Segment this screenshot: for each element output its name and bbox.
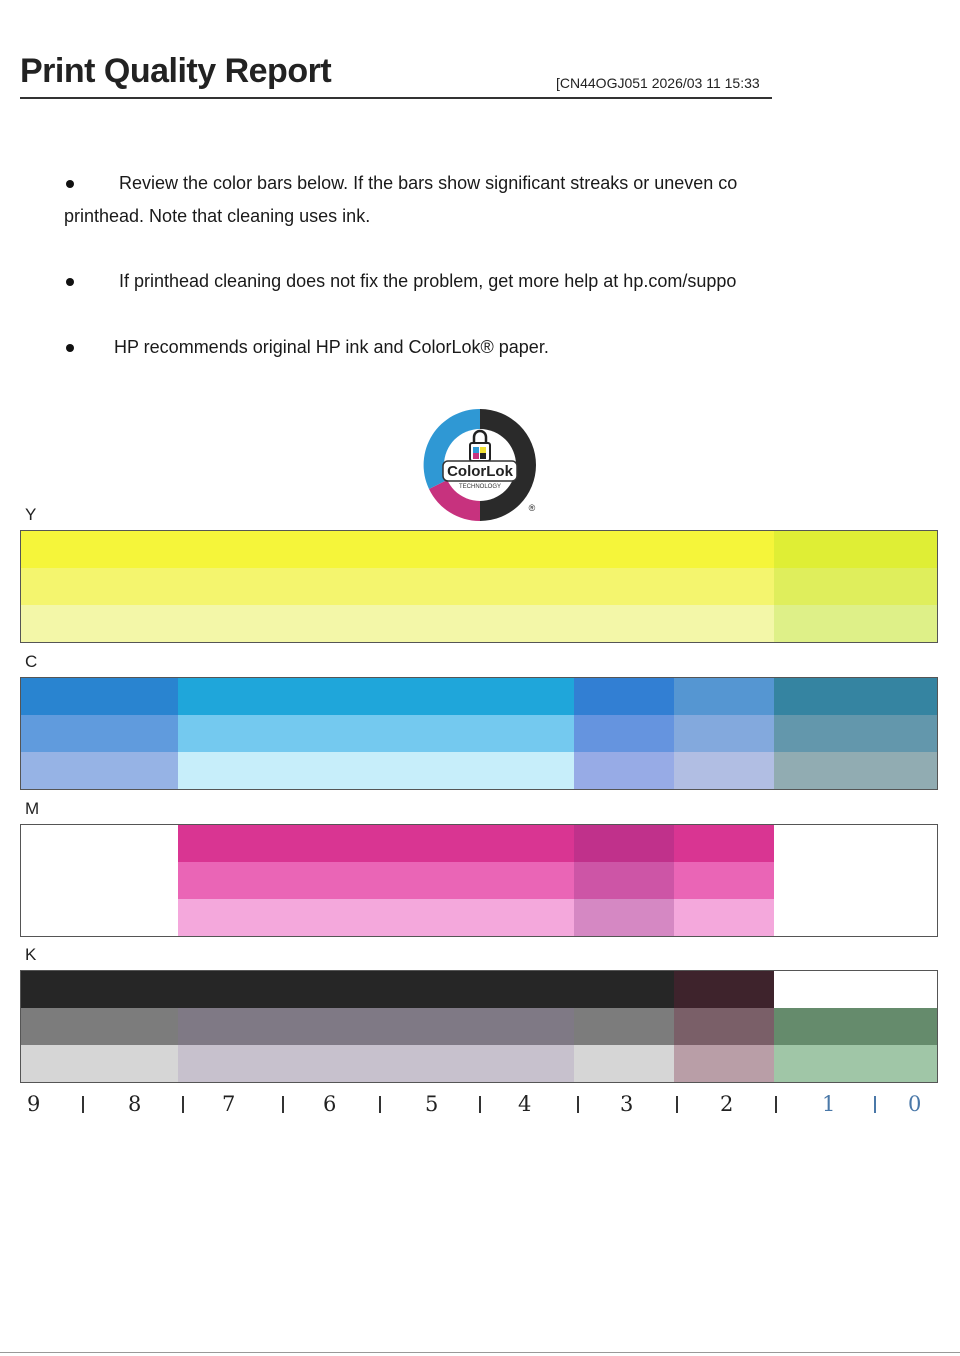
logo-name: ColorLok [447,463,513,480]
logo-registered: ® [528,503,536,513]
scale-tick [379,1096,381,1113]
bar-label-k: K [25,945,37,964]
colorlok-logo [420,405,540,525]
m-blank-right [774,825,938,936]
c-segment-2 [674,678,774,789]
report-id: [CN44OGJ051 2026/03 11 15:33 [556,75,760,91]
y-right-tint [774,531,938,642]
c-segment-9 [21,678,178,789]
scale-tick [676,1096,678,1113]
bar-label-y: Y [25,505,37,524]
c-segment-3 [574,678,674,789]
bullet-3-line-1: HP recommends original HP ink and ColorLok® paper. [114,337,549,357]
scale-tick [577,1096,579,1113]
scale-7: 7 [222,1092,236,1116]
scale-tick [182,1096,184,1113]
bullet-dot-2 [66,278,74,286]
k-right-tint [774,1008,938,1083]
scale-9: 9 [27,1092,41,1116]
scale-4: 4 [518,1092,532,1116]
scale-tick [82,1096,84,1113]
c-segment-1 [774,678,938,789]
color-bar-m [20,824,938,937]
bullet-2-line-1: If printhead cleaning does not fix the problem, get more help at hp.com/suppo [119,271,737,291]
color-bar-c [20,677,938,790]
scale-tick [874,1096,876,1113]
k-blank-top-right [774,971,938,1008]
title-rule [20,97,772,99]
bullet-1-line-1: Review the color bars below. If the bars show significant streaks or uneven co [119,173,738,193]
logo-subtitle: TECHNOLOGY [458,484,502,490]
k-segment-2 [674,971,774,1082]
footer-rule [0,1352,960,1353]
scale-tick [282,1096,284,1113]
scale-tick [775,1096,777,1113]
scale-3: 3 [620,1092,634,1116]
page-title: Print Quality Report [20,52,332,90]
scale-6: 6 [323,1092,337,1116]
scale-8: 8 [128,1092,142,1116]
bar-label-c: C [25,652,38,671]
scale-5: 5 [425,1092,439,1116]
k-segment-7-4 [178,1008,574,1083]
bullet-1-line-2: printhead. Note that cleaning uses ink. [64,206,371,226]
color-bar-y [20,530,938,643]
bullet-dot-1 [66,180,74,188]
scale-tick [479,1096,481,1113]
m-segment-3 [574,825,674,936]
scale-0: 0 [908,1092,922,1116]
m-blank-left [21,825,178,936]
scale-row [20,1088,938,1122]
bar-label-m: M [25,799,40,818]
color-bar-k [20,970,938,1083]
bullet-dot-3 [66,344,74,352]
scale-1: 1 [822,1092,836,1116]
scale-2: 2 [720,1092,734,1116]
